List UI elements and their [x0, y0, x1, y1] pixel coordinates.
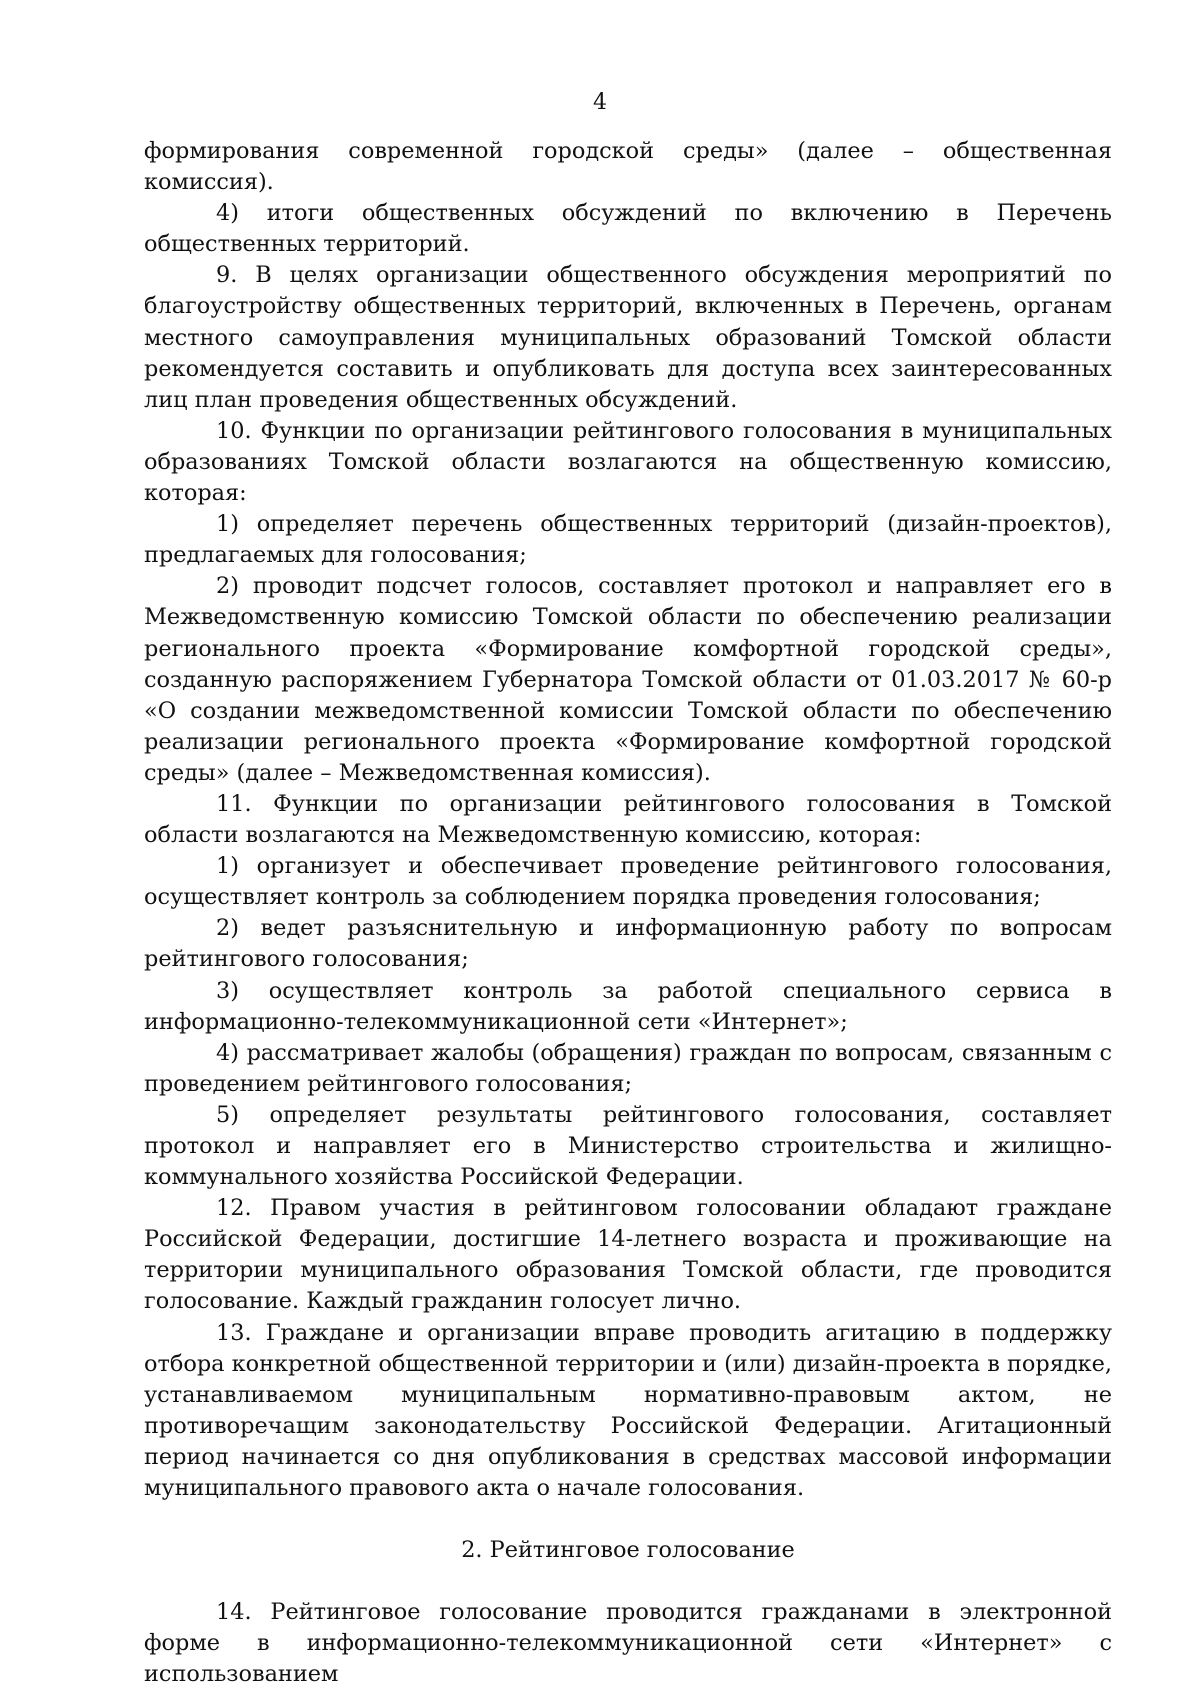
- paragraph: 4) рассматривает жалобы (обращения) граждан по вопросам, связанным с проведением рейтингового голосования;: [144, 1039, 1112, 1097]
- paragraph: формирования современной городской среды» (далее – общественная комиссия).: [144, 138, 1112, 196]
- paragraph: 1) определяет перечень общественных территорий (дизайн-проектов), предлагаемых для голосования;: [144, 511, 1112, 569]
- page-number: 4: [593, 90, 607, 115]
- paragraph: 3) осуществляет контроль за работой специального сервиса в информационно-телекоммуникационной сети «Интернет»;: [144, 977, 1112, 1035]
- section-heading: 2. Рейтинговое голосование: [461, 1537, 795, 1564]
- paragraph: 1) организует и обеспечивает проведение рейтингового голосования, осуществляет контроль за соблюдением порядка проведения голосования;: [144, 853, 1112, 911]
- paragraph: 10. Функции по организации рейтингового голосования в муниципальных образованиях Томской области возлагаются на общественную комиссию, которая:: [144, 417, 1112, 507]
- paragraph: 9. В целях организации общественного обсуждения мероприятий по благоустройству общественных территорий, включенных в Перечень, органам местного самоуправления муниципальных образований Томской области рекомендуется составить и опубликовать для доступа всех заинтересованных лиц план проведения общественных обсуждений.: [144, 262, 1112, 413]
- paragraph: 4) итоги общественных обсуждений по включению в Перечень общественных территорий.: [144, 200, 1112, 258]
- document-body: [144, 136, 1112, 1691]
- paragraph: 12. Правом участия в рейтинговом голосовании обладают граждане Российской Федерации, достигшие 14-летнего возраста и проживающие на территории муниципального образования Томской области, где проводится голосование. Каждый гражданин голосует лично.: [144, 1195, 1112, 1315]
- paragraph: 11. Функции по организации рейтингового голосования в Томской области возлагаются на Межведомственную комиссию, которая:: [144, 790, 1112, 849]
- paragraphs-before-heading: [144, 136, 1112, 1504]
- paragraphs-after-heading: [144, 1597, 1112, 1690]
- paragraph: 5) определяет результаты рейтингового голосования, составляет протокол и направляет его в Министерство строительства и жилищно-коммунального хозяйства Российской Федерации.: [144, 1101, 1112, 1191]
- paragraph: 2) проводит подсчет голосов, составляет протокол и направляет его в Межведомственную комиссию Томской области по обеспечению реализации регионального проекта «Формирование комфортной городской среды», созданную распоряжением Губернатора Томской области от 01.03.2017 № 60-р «О создании межведомственной комиссии Томской области по обеспечению реализации регионального проекта «Формирование комфортной городской среды» (далее – Межведомственная комиссия).: [144, 573, 1112, 786]
- paragraph: 14. Рейтинговое голосование проводится гражданами в электронной форме в информационно-телекоммуникационной сети «Интернет» с использованием: [144, 1599, 1112, 1688]
- paragraph: 13. Граждане и организации вправе проводить агитацию в поддержку отбора конкретной общественной территории и (или) дизайн-проекта в порядке, устанавливаемом муниципальным нормативно-правовым актом, не противоречащим законодательству Российской Федерации. Агитационный период начинается со дня опубликования в средствах массовой информации муниципального правового акта о начале голосования.: [144, 1319, 1112, 1502]
- paragraph: 2) ведет разъяснительную и информационную работу по вопросам рейтингового голосования;: [144, 915, 1112, 973]
